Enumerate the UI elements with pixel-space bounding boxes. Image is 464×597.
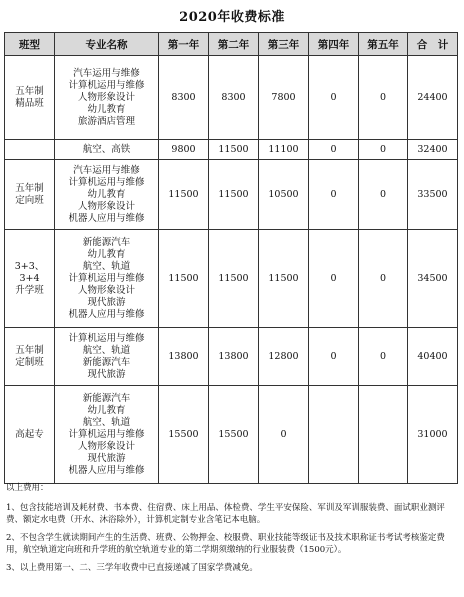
major-name: 计算机运用与维修 [68,79,145,91]
header-year-5: 第五年 [359,33,408,56]
header-year-4: 第四年 [309,33,359,56]
header-year-2: 第二年 [209,33,259,56]
table-row [5,386,458,484]
table-row [5,56,458,140]
fee-table [4,32,458,484]
total-fee-cell: 40400 [408,328,458,386]
major-name: 现代旅游 [87,296,126,308]
year-1-fee-cell: 13800 [159,328,209,386]
note-2: 2、不包含学生就读期间产生的生活费、班费、公物押金、校服费、职业技能等级证书及技术职称证书考试考核鉴定费用，航空轨道定向班和升学班的航空轨道专业的第二学期须缴纳的行业服装费（1500元）。 [6,533,445,555]
year-4-fee-cell: 0 [309,328,359,386]
header-year-1: 第一年 [159,33,209,56]
class-type-cell: 3+3、 3+4 升学班 [5,230,55,328]
majors-cell [55,140,159,160]
year-1-fee-cell: 8300 [159,56,209,140]
year-3-fee-cell: 0 [259,386,309,484]
year-4-fee-cell: 0 [309,160,359,230]
majors-cell [55,56,159,140]
major-name: 现代旅游 [87,452,126,464]
class-type-cell [5,140,55,160]
total-fee-cell: 34500 [408,230,458,328]
year-1-fee-cell: 11500 [159,230,209,328]
page-title: 2020年收费标准 [179,10,285,25]
notes-intro: 以上费用： [6,483,49,493]
major-name: 人物形象设计 [77,284,135,296]
header-class-type: 班型 [5,33,55,56]
table-row [5,160,458,230]
class-type-cell: 高起专 [5,386,55,484]
major-name: 幼儿教育 [87,404,126,416]
year-2-fee-cell: 11500 [209,140,259,160]
major-name: 幼儿教育 [87,103,126,115]
year-2-fee-cell: 15500 [209,386,259,484]
header-total: 合 计 [408,33,458,56]
year-2-fee-cell: 11500 [209,160,259,230]
table-header-row [5,33,458,56]
table-row [5,230,458,328]
table-row [5,328,458,386]
total-fee-cell: 24400 [408,56,458,140]
majors-cell [55,386,159,484]
year-2-fee-cell: 8300 [209,56,259,140]
major-name: 机器人应用与维修 [68,212,145,224]
year-2-fee-cell: 11500 [209,230,259,328]
major-name: 幼儿教育 [87,248,126,260]
year-3-fee-cell: 11100 [259,140,309,160]
total-fee-cell: 33500 [408,160,458,230]
major-name: 人物形象设计 [77,440,135,452]
major-name: 新能源汽车 [82,392,131,404]
year-3-fee-cell: 10500 [259,160,309,230]
majors-cell [55,160,159,230]
majors-cell [55,328,159,386]
major-name: 汽车运用与维修 [73,67,140,79]
majors-cell [55,230,159,328]
major-name: 机器人应用与维修 [68,308,145,320]
major-name: 人物形象设计 [77,200,135,212]
year-3-fee-cell: 7800 [259,56,309,140]
major-name: 汽车运用与维修 [73,164,140,176]
class-type-cell: 五年制 精品班 [5,56,55,140]
major-name: 计算机运用与维修 [68,332,145,344]
class-type-cell: 五年制 定向班 [5,160,55,230]
year-3-fee-cell: 11500 [259,230,309,328]
year-5-fee-cell [359,386,408,484]
year-5-fee-cell: 0 [359,328,408,386]
fee-notes [6,482,456,580]
major-name: 航空、轨道 [82,260,131,272]
total-fee-cell: 31000 [408,386,458,484]
note-1: 1、包含技能培训及耗材费、书本费、住宿费、床上用品、体检费、学生平安保险、军训及军训服装费、面试职业测评费、额定水电费（开水、沐浴除外），计算机定制专业含笔记本电脑。 [6,503,445,525]
major-name: 人物形象设计 [77,91,135,103]
table-row [5,140,458,160]
note-3: 3、以上费用第一、二、三学年收费中已直接递减了国家学费减免。 [6,563,258,573]
major-name: 新能源汽车 [82,236,131,248]
year-5-fee-cell: 0 [359,140,408,160]
year-5-fee-cell: 0 [359,230,408,328]
major-name: 新能源汽车 [82,356,131,368]
header-year-3: 第三年 [259,33,309,56]
year-3-fee-cell: 12800 [259,328,309,386]
major-name: 计算机运用与维修 [68,272,145,284]
year-4-fee-cell: 0 [309,140,359,160]
total-fee-cell: 32400 [408,140,458,160]
major-name: 航空、轨道 [82,344,131,356]
major-name: 航空、高铁 [82,143,131,155]
major-name: 旅游酒店管理 [77,115,135,127]
header-major-name: 专业名称 [55,33,159,56]
major-name: 航空、轨道 [82,416,131,428]
year-4-fee-cell: 0 [309,56,359,140]
class-type-cell: 五年制 定制班 [5,328,55,386]
major-name: 现代旅游 [87,368,126,380]
year-1-fee-cell: 15500 [159,386,209,484]
year-4-fee-cell: 0 [309,230,359,328]
year-1-fee-cell: 9800 [159,140,209,160]
year-4-fee-cell [309,386,359,484]
major-name: 计算机运用与维修 [68,176,145,188]
year-5-fee-cell: 0 [359,160,408,230]
year-1-fee-cell: 11500 [159,160,209,230]
year-2-fee-cell: 13800 [209,328,259,386]
major-name: 幼儿教育 [87,188,126,200]
major-name: 机器人应用与维修 [68,464,145,476]
major-name: 计算机运用与维修 [68,428,145,440]
year-5-fee-cell: 0 [359,56,408,140]
